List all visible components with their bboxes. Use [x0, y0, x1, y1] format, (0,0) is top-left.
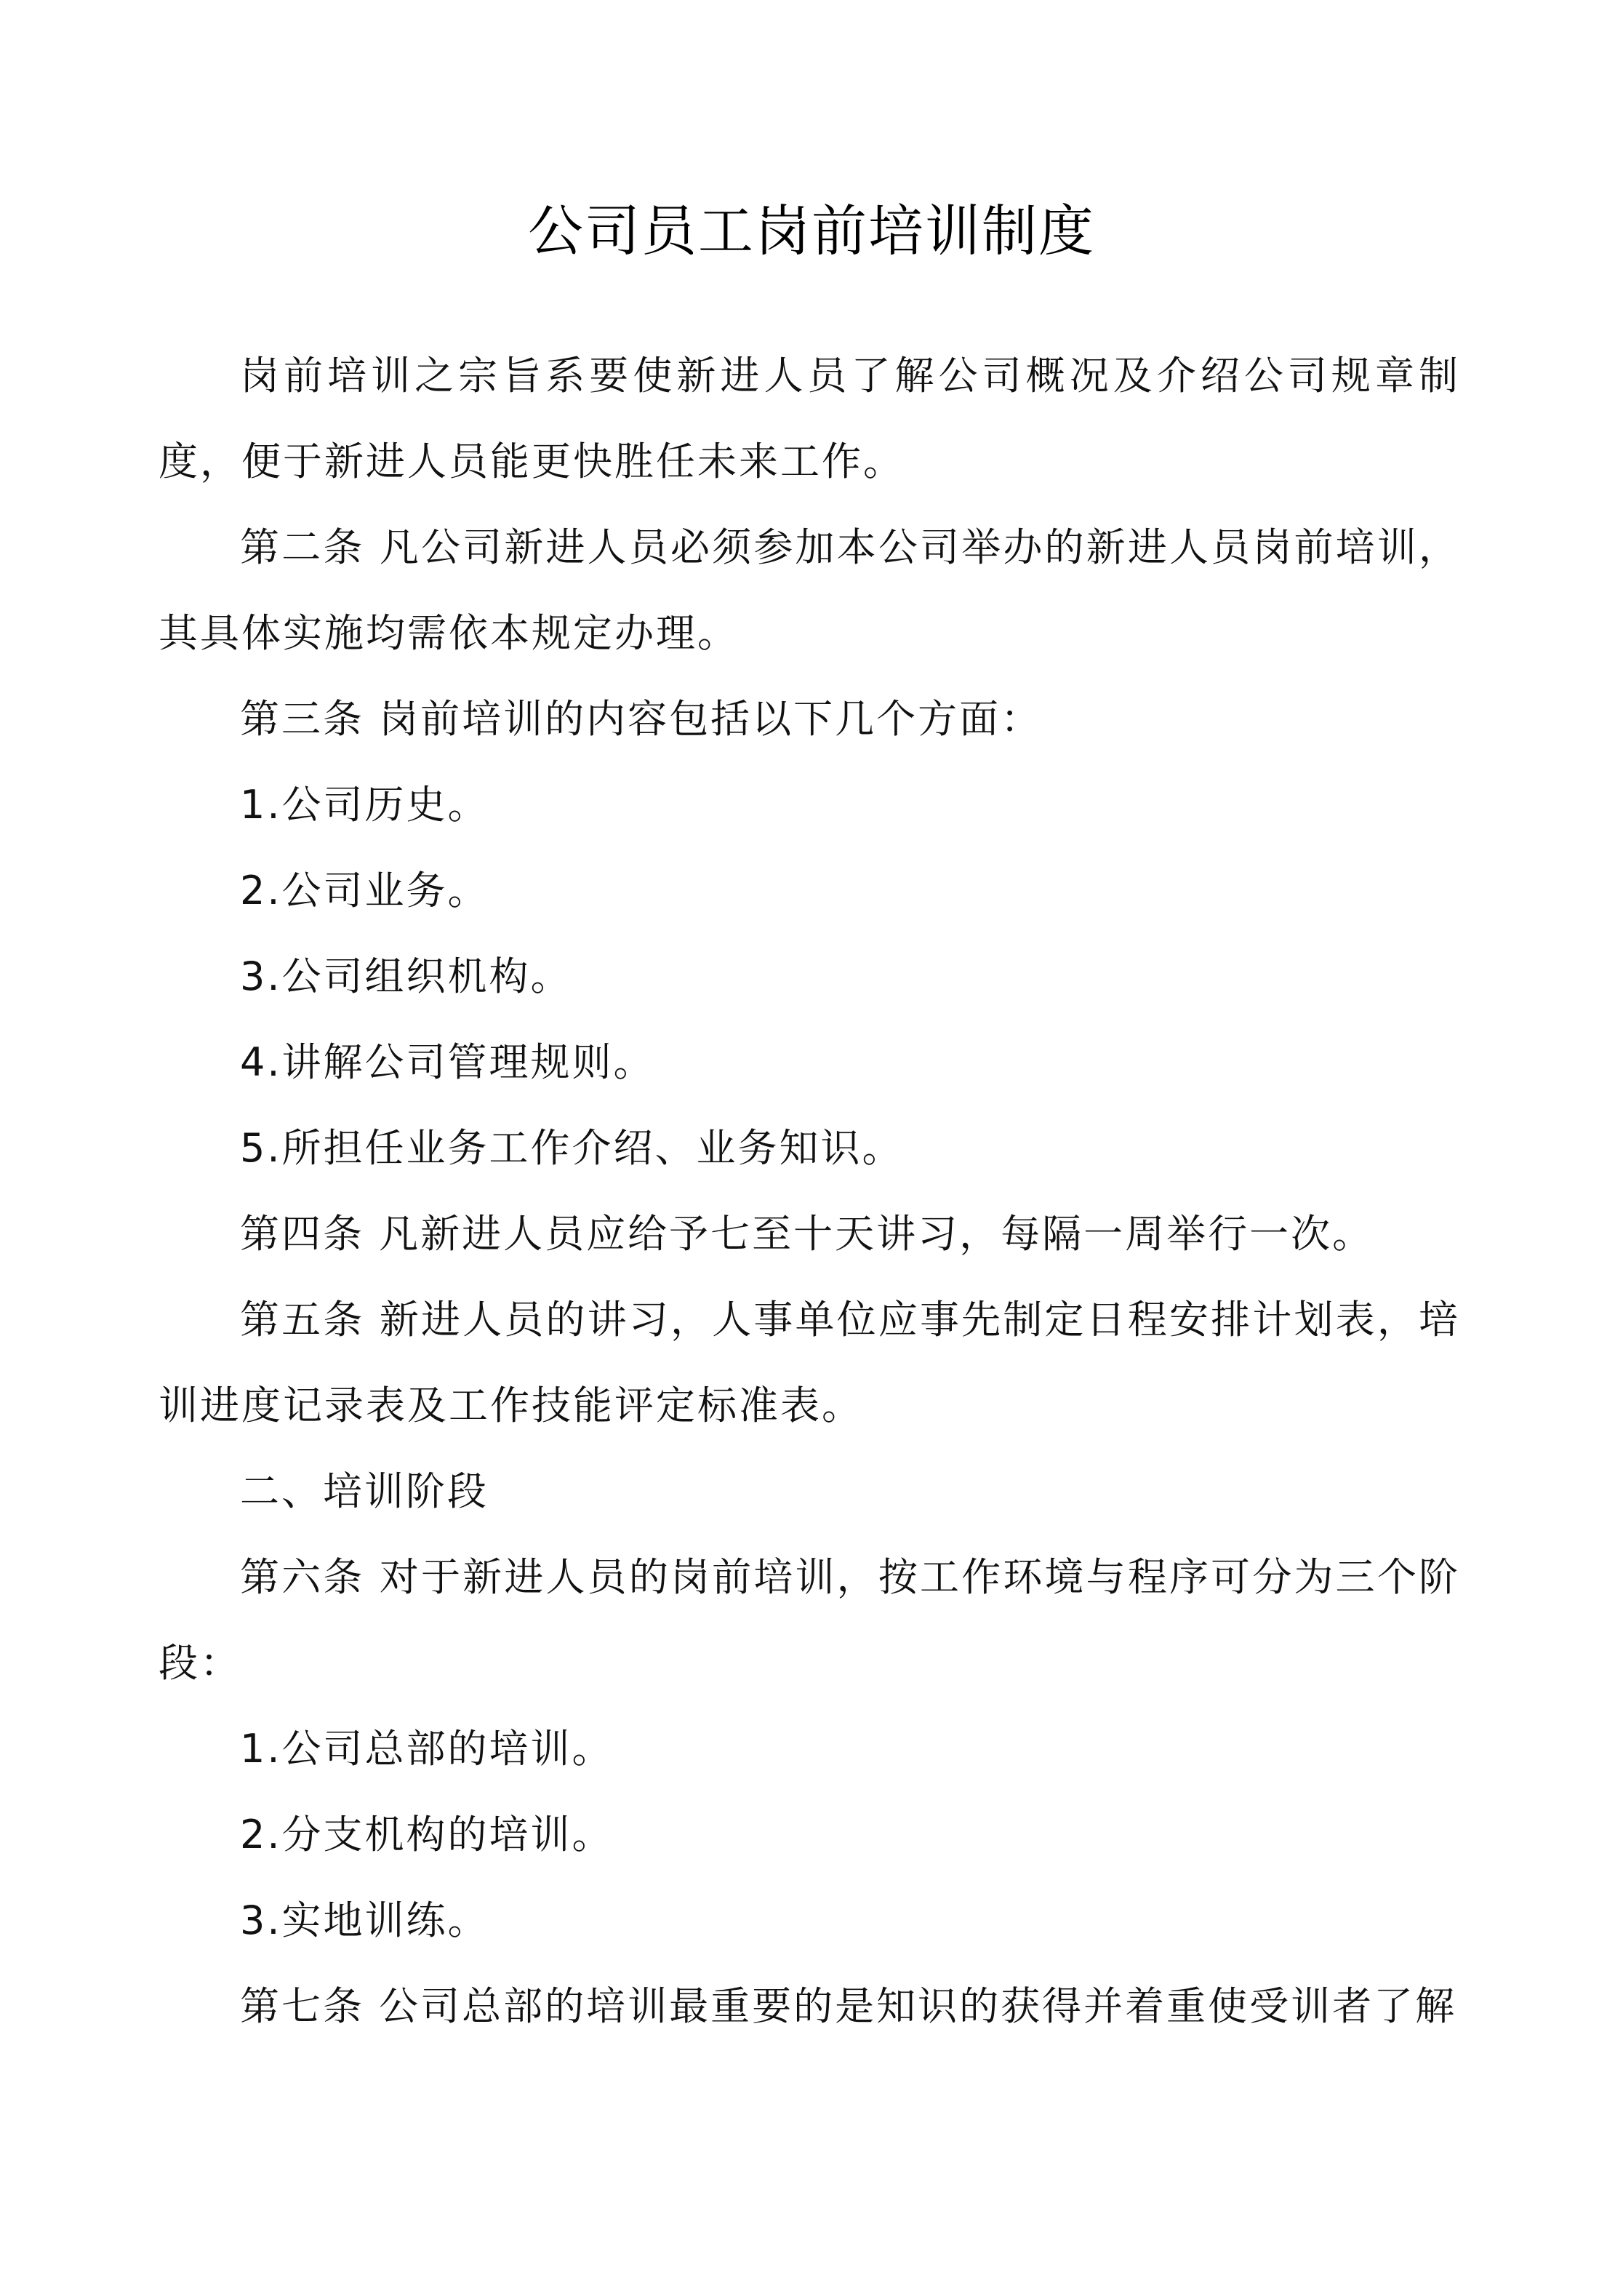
document-title: 公司员工岗前培训制度: [528, 198, 1095, 263]
document-body: [159, 333, 1460, 2049]
list-item: 3.实地训练。: [240, 1897, 489, 1943]
paragraph-article-4: 第四条 凡新进人员应给予七至十天讲习，每隔一周举行一次。: [240, 1211, 1374, 1257]
list-item: 3.公司组织机构。: [240, 953, 572, 999]
paragraph-article-3: 第三条 岗前培训的内容包括以下几个方面：: [240, 696, 1043, 742]
list-item: 2.公司业务。: [240, 868, 489, 913]
list-item: 5.所担任业务工作介绍、业务知识。: [240, 1125, 904, 1171]
paragraph-article-7: 第七条 公司总部的培训最重要的是知识的获得并着重使受训者了解: [240, 1983, 1457, 2029]
list-item: 4.讲解公司管理规则。: [240, 1039, 655, 1085]
list-item: 1.公司历史。: [240, 782, 489, 828]
paragraph-article-5: 第五条 新进人员的讲习，人事单位应事先制定日程安排计划表，培训进度记录表及工作技能评定标准表。: [159, 1297, 1460, 1428]
section-heading: 二、培训阶段: [240, 1468, 489, 1514]
paragraph-article-6: 第六条 对于新进人员的岗前培训，按工作环境与程序可分为三个阶段：: [159, 1554, 1460, 1686]
paragraph-article-2: 第二条 凡公司新进人员必须参加本公司举办的新进人员岗前培训，其具体实施均需依本规定办理。: [159, 524, 1460, 656]
list-item: 1.公司总部的培训。: [240, 1726, 614, 1772]
list-item: 2.分支机构的培训。: [240, 1812, 614, 1857]
paragraph-intro: 岗前培训之宗旨系要使新进人员了解公司概况及介绍公司规章制度，便于新进人员能更快胜任未来工作。: [159, 353, 1460, 484]
